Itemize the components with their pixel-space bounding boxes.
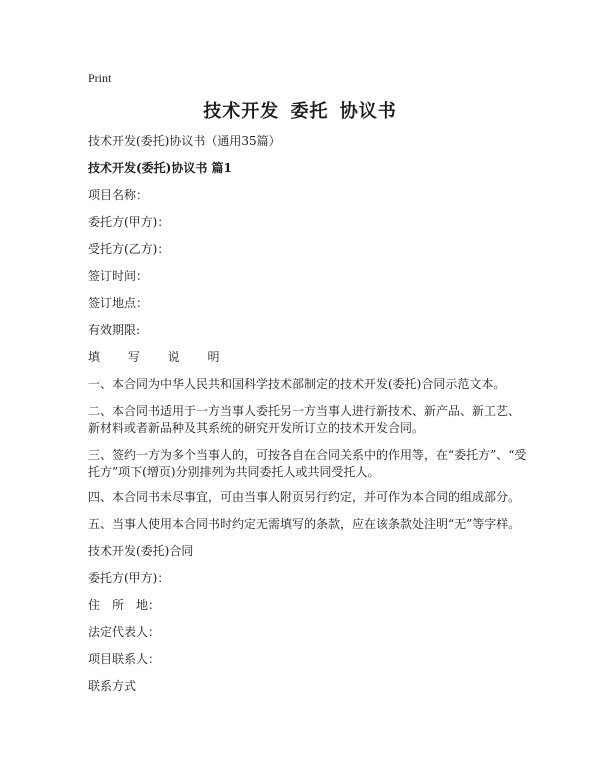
party-entrusting: 委托方(甲方)： <box>88 571 170 585</box>
instruction-item: 一、本合同为中华人民共和国科学技术部制定的技术开发(委托)合同示范文本。 <box>88 377 506 391</box>
field-entrusted-party: 受托方(乙方)： <box>88 242 170 256</box>
instruction-item: 二、本合同书适用于一方当事人委托另一方当事人进行新技术、新产品、新工艺、新材料或者新品种及其系统的研究开发所订立的技术开发合同。 <box>88 404 521 435</box>
party-address: 住 所 地： <box>88 598 161 612</box>
instruction-item: 四、本合同书未尽事宜，可由当事人附页另行约定，并可作为本合同的组成部分。 <box>88 490 521 504</box>
instruction-item: 五、当事人使用本合同书时约定无需填写的条款，应在该条款处注明“无”等字样。 <box>88 517 521 531</box>
field-signing-time: 签订时间： <box>88 269 149 283</box>
instructions-heading: 填 写 说 明 <box>88 350 232 364</box>
document-subtitle: 技术开发(委托)协议书（通用35篇） <box>88 134 281 148</box>
field-project-name: 项目名称： <box>88 188 149 202</box>
print-link[interactable]: Print <box>88 71 112 85</box>
instruction-item: 三、签约一方为多个当事人的，可按各自在合同关系中的作用等，在“委托方”、“受托方”项下(增页)分别排列为共同委托人或共同受托人。 <box>88 448 527 479</box>
contract-heading: 技术开发(委托)合同 <box>88 544 194 558</box>
field-validity-period: 有效期限: <box>88 323 141 337</box>
field-entrusting-party: 委托方(甲方)： <box>88 215 170 229</box>
party-legal-rep: 法定代表人： <box>88 625 161 639</box>
field-signing-place: 签订地点： <box>88 296 149 310</box>
party-contact-method: 联系方式 <box>88 679 137 693</box>
document-title: 技术开发 委托 协议书 <box>203 101 397 122</box>
section-heading: 技术开发(委托)协议书 篇1 <box>88 161 232 175</box>
party-project-contact: 项目联系人： <box>88 652 161 666</box>
